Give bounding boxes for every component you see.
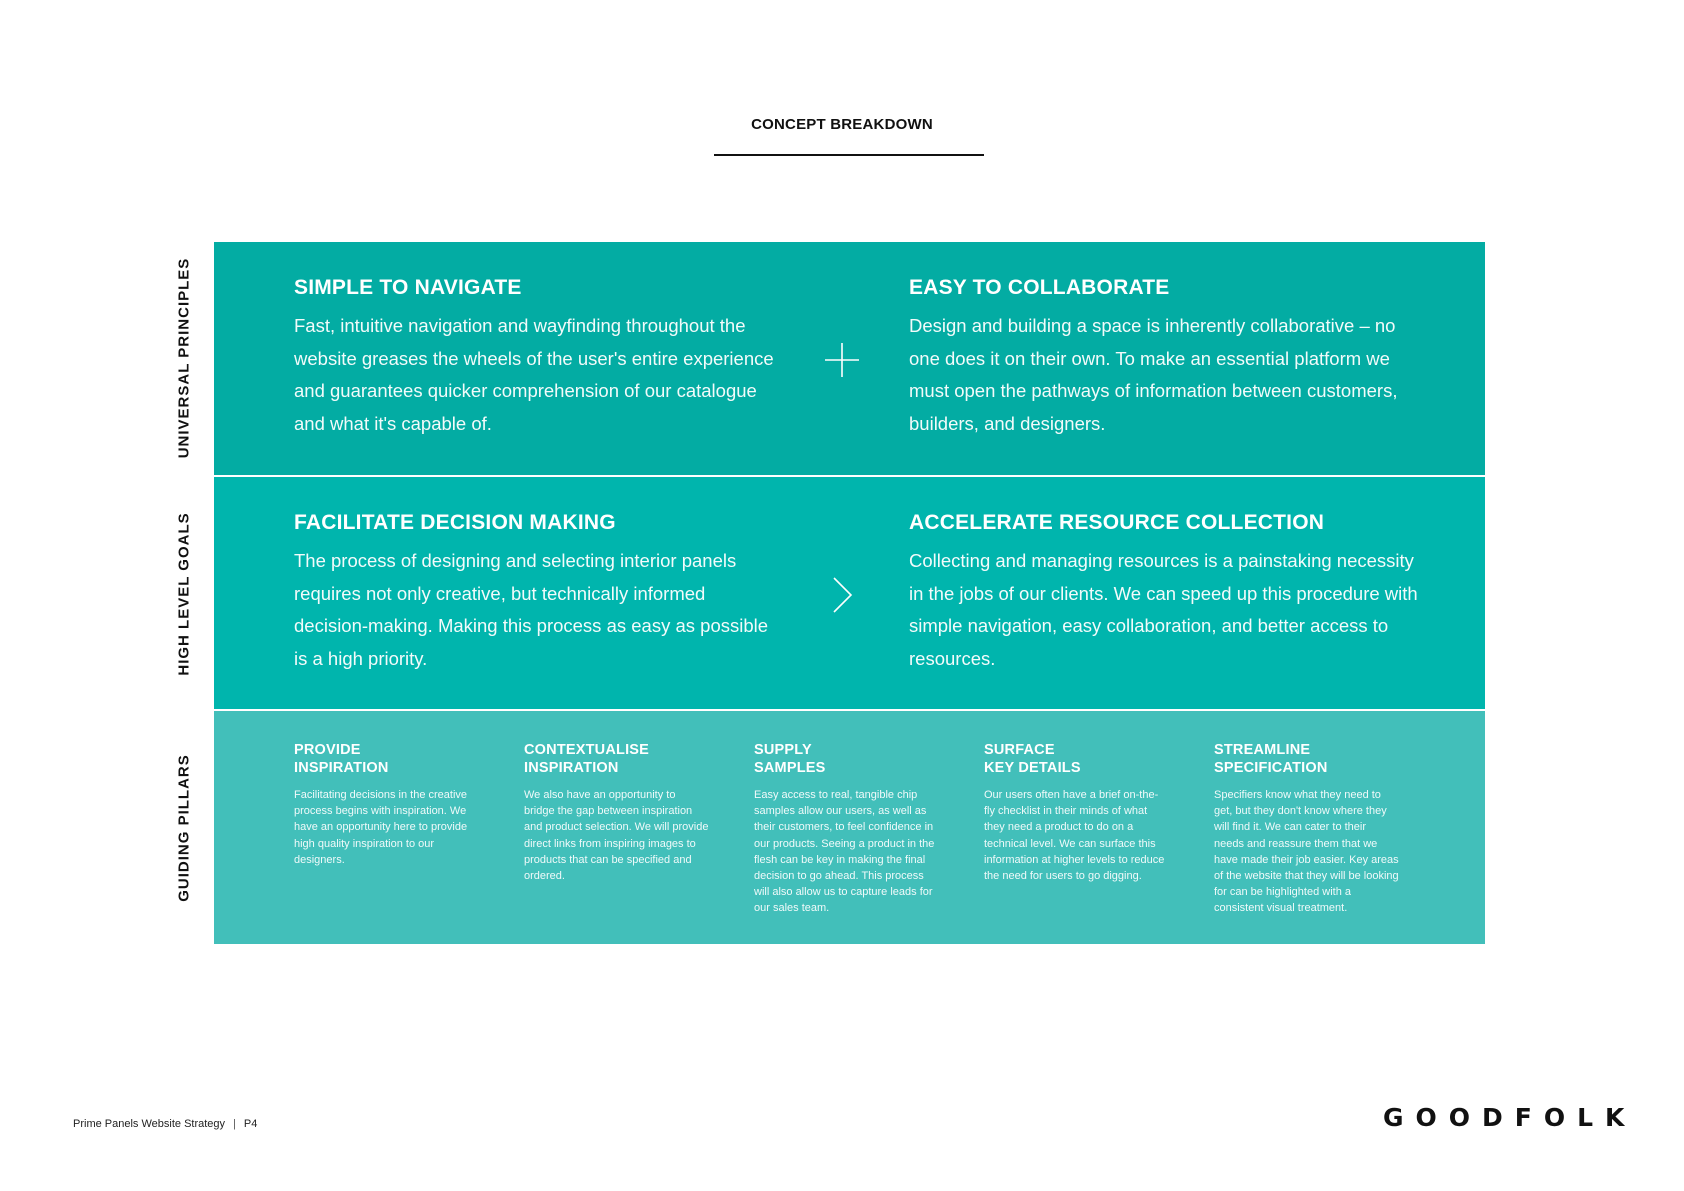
pillar-body: We also have an opportunity to bridge the gap between inspiration and product selection. We will provide direct links from inspiring images to products that can be specified and ordered. [524,789,709,883]
footer-doc-info [73,1118,257,1130]
pillar-title-line: KEY DETAILS [984,760,1081,776]
high-level-goals-band [214,477,1485,709]
pillar-supply-samples [754,741,939,917]
goodfolk-logo: GOODFOLK [1383,1103,1637,1132]
footer-separator: | [233,1118,236,1130]
row-label-high-level-goals: HIGH LEVEL GOALS [175,512,193,676]
pillar-title-line: SAMPLES [754,760,826,776]
principle-title: EASY TO COLLABORATE [909,276,1170,299]
pillar-provide-inspiration [294,741,479,868]
principle-body: Fast, intuitive navigation and wayfinding throughout the website greases the wheels of the user's entire experience and guarantees quicker comprehension of our catalogue and what it's capable of. [294,315,774,434]
principle-body: Design and building a space is inherently collaborative – no one does it on their own. To make an essential platform we must open the pathways of information between customers, builders, and designers. [909,315,1398,434]
pillar-title [524,741,709,777]
goal-body: The process of designing and selecting interior panels requires not only creative, but technically informed decision-making. Making this process as easy as possible is a high priority. [294,550,769,669]
guiding-pillars-band [214,711,1485,944]
pillar-contextualise-inspiration [524,741,709,884]
goal-body: Collecting and managing resources is a painstaking necessity in the jobs of our clients. We can speed up this procedure with simple navigation, easy collaboration, and better access to resources. [909,550,1418,669]
principle-title: SIMPLE TO NAVIGATE [294,276,522,299]
pillar-title [294,741,479,777]
pillar-title-line: INSPIRATION [524,760,619,776]
pillar-title [754,741,939,777]
pillar-streamline-specification [1214,741,1399,917]
pillar-title-line: INSPIRATION [294,760,389,776]
pillar-title-line: SPECIFICATION [1214,760,1328,776]
row-label-guiding-pillars: GUIDING PILLARS [175,754,193,902]
page-header [0,116,1684,134]
footer-page-number: P4 [243,1118,258,1130]
pillar-body: Our users often have a brief on-the-fly checklist in their minds of what they need a product to do on a technical level. We can surface this information at higher levels to reduce the need for users to go digging. [984,789,1165,883]
pillar-title-line: SUPPLY [754,742,812,758]
pillar-surface-key-details [984,741,1169,884]
principle-easy-to-collaborate [909,276,1429,440]
goal-accelerate-resource-collection [909,511,1429,675]
pillar-body: Facilitating decisions in the creative process begins with inspiration. We have an opportunity here to provide high quality inspiration to our designers. [294,789,468,866]
row-label-universal-principles: UNIVERSAL PRINCIPLES [175,257,193,459]
page-title: CONCEPT BREAKDOWN [751,116,933,133]
pillar-title-line: CONTEXTUALISE [524,742,650,758]
title-underline [714,154,984,156]
plus-icon [824,342,860,378]
goal-facilitate-decision-making [294,511,774,675]
pillar-body: Specifiers know what they need to get, but they don't know where they will find it. We can cater to their needs and reassure them that we have made their job easier. Key areas of the website that they will be looking for can be highlighted with a consistent visual treatment. [1214,789,1399,915]
chevron-right-icon [824,577,860,613]
universal-principles-band [214,242,1485,475]
pillar-title [984,741,1169,777]
pillar-body: Easy access to real, tangible chip samples allow our users, as well as their customers, to feel confidence in our products. Seeing a product in the flesh can be key in making the final decision to go ahead. This process will also allow us to capture leads for our sales team. [754,789,935,915]
principle-simple-to-navigate [294,276,774,440]
pillar-title-line: SURFACE [984,742,1055,758]
goal-title: FACILITATE DECISION MAKING [294,511,616,534]
pillar-title [1214,741,1399,777]
pillar-title-line: PROVIDE [294,742,361,758]
goal-title: ACCELERATE RESOURCE COLLECTION [909,511,1325,534]
pillar-title-line: STREAMLINE [1214,742,1311,758]
footer-doc-title: Prime Panels Website Strategy [73,1118,226,1130]
